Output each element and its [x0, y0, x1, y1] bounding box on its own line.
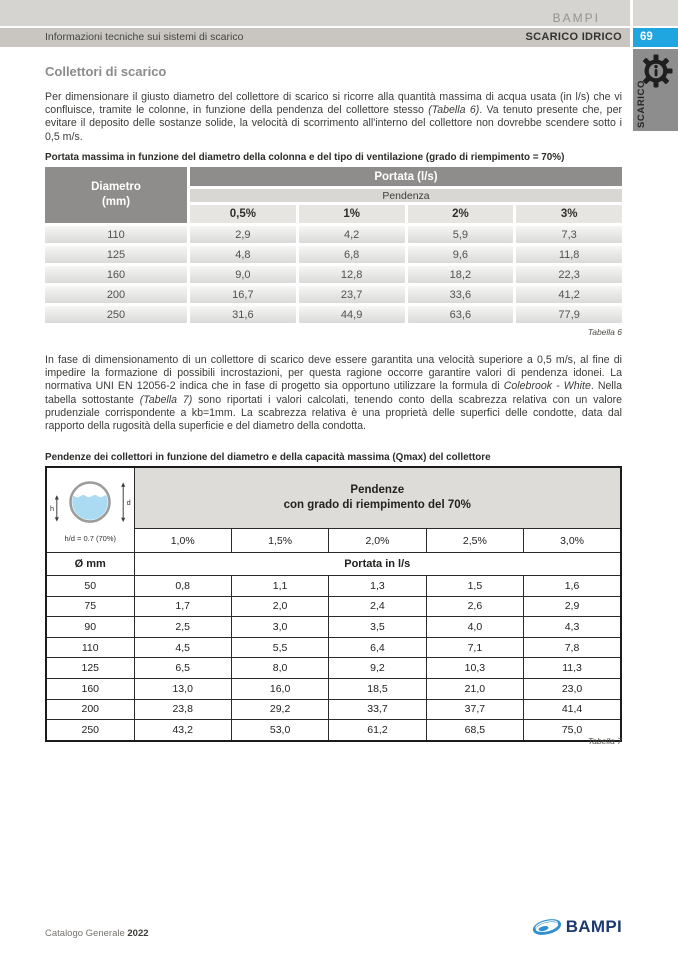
intro-paragraph — [45, 91, 622, 144]
table7-value-cell: 2,9 — [524, 596, 621, 617]
svg-text:d: d — [126, 497, 131, 507]
table7-value-cell: 4,3 — [524, 617, 621, 638]
table7-value-cell: 4,5 — [134, 637, 231, 658]
fill-ratio-label: h/d = 0.7 (70%) — [64, 533, 116, 543]
bampi-logo-text: BAMPI — [565, 917, 622, 936]
table7-value-cell: 2,4 — [329, 596, 426, 617]
table6-diameter-cell: 250 — [45, 306, 187, 323]
table6-value-cell: 16,7 — [190, 286, 296, 303]
table7-row — [46, 596, 621, 617]
table7-diameter-cell: 160 — [46, 678, 134, 699]
table7-value-cell: 7,8 — [524, 637, 621, 658]
table7-row — [46, 658, 621, 679]
table7-row — [46, 678, 621, 699]
table7-row — [46, 637, 621, 658]
table7-value-cell: 13,0 — [134, 678, 231, 699]
table7-value-cell: 1,6 — [524, 576, 621, 597]
italic-text-run: (Tabella 7) — [139, 393, 193, 406]
table6-col-header: 3% — [516, 205, 622, 223]
table6-col-header: 0,5% — [190, 205, 296, 223]
table7-value-cell: 2,5 — [134, 617, 231, 638]
footer-catalog-label — [45, 928, 149, 939]
table6-caption: Tabella 6 — [587, 327, 622, 337]
table6-title: Portata massima in funzione del diametro della colonna e del tipo di ventilazione (grado di riempimento = 70%) — [45, 152, 565, 163]
table7-group-header — [134, 467, 621, 529]
table7-row — [46, 576, 621, 597]
brand-name-top: BAMPI — [552, 11, 600, 25]
table6-sub-header: Pendenza — [190, 189, 622, 202]
table7-value-cell: 37,7 — [426, 699, 523, 720]
table6-corner-line1: Diametro — [91, 181, 141, 193]
table7-value-cell: 21,0 — [426, 678, 523, 699]
table7 — [45, 466, 622, 742]
table6-value-cell: 5,9 — [408, 226, 514, 243]
table6-value-cell: 22,3 — [516, 266, 622, 283]
table6-value-cell: 18,2 — [408, 266, 514, 283]
table7-col-header: 2,5% — [426, 529, 523, 553]
table6-corner-header — [45, 167, 187, 223]
table7-diameter-cell: 200 — [46, 699, 134, 720]
page-number-badge: 69 — [633, 28, 678, 47]
catalog-label: Catalogo Generale — [45, 928, 125, 939]
table7-value-cell: 2,0 — [231, 596, 328, 617]
header-section-label: Informazioni tecniche sui sistemi di scarico — [45, 31, 244, 43]
table6-value-cell: 2,9 — [190, 226, 296, 243]
table7-value-cell: 3,0 — [231, 617, 328, 638]
table6-diameter-cell: 110 — [45, 226, 187, 243]
pipe-fill-diagram — [46, 467, 134, 553]
table7-group-line2: con grado di riempimento del 70% — [283, 499, 471, 511]
table6 — [45, 167, 622, 323]
table7-value-cell: 3,5 — [329, 617, 426, 638]
table7-value-cell: 41,4 — [524, 699, 621, 720]
italic-text-run: Colebrook - White — [503, 380, 591, 393]
table6-value-cell: 11,8 — [516, 246, 622, 263]
table7-title: Pendenze dei collettori in funzione del diametro e della capacità massima (Qmax) del collettore — [45, 452, 491, 463]
table7-value-cell: 53,0 — [231, 720, 328, 741]
page-title: Collettori di scarico — [45, 64, 167, 79]
table6-value-cell: 44,9 — [299, 306, 405, 323]
table7-value-cell: 9,2 — [329, 658, 426, 679]
table7-value-cell: 23,0 — [524, 678, 621, 699]
top-band-right — [633, 0, 678, 26]
table7-value-cell: 1,5 — [426, 576, 523, 597]
table6-value-cell: 9,0 — [190, 266, 296, 283]
table7-value-cell: 11,3 — [524, 658, 621, 679]
table7-value-cell: 33,7 — [329, 699, 426, 720]
table6-value-cell: 12,8 — [299, 266, 405, 283]
table6-corner-line2: (mm) — [101, 196, 131, 208]
table7-value-cell: 16,0 — [231, 678, 328, 699]
table6-value-cell: 77,9 — [516, 306, 622, 323]
table7-value-cell: 23,8 — [134, 699, 231, 720]
table7-value-cell: 68,5 — [426, 720, 523, 741]
table6-value-cell: 4,8 — [190, 246, 296, 263]
table7-col-header: 1,0% — [134, 529, 231, 553]
text-run: Per dimensionare il giusto diametro del collettore di scarico si ricorre alla quantità massima di acqua usata (in l/s) che vi confluisce, tramite le colonne, in funzione della pendenza del collettore stesso — [45, 91, 622, 117]
top-band — [0, 0, 630, 26]
text-run: . Nella tabella sottostante — [45, 380, 623, 406]
text-run: sono riportati i valori calcolati, tenendo conto della scabrezza relativa con un valore prudenziale corrispondente a kb=1mm. La scabrezza relativa è una proprietà delle superfici delle condotte, data dal rapporto della rugosità della superficie e del diametro della condotta. — [45, 393, 623, 433]
table7-caption: Tabella 7 — [587, 736, 622, 746]
bampi-logo — [532, 917, 622, 937]
header-chapter-label: SCARICO IDRICO — [525, 31, 622, 43]
table7-group-line1: Pendenze — [350, 484, 405, 496]
table7-value-cell: 1,1 — [231, 576, 328, 597]
table7-diameter-cell: 250 — [46, 720, 134, 741]
side-tab-label: SCARICO — [636, 79, 647, 128]
table6-diameter-cell: 125 — [45, 246, 187, 263]
table7-flow-header: Portata in l/s — [134, 553, 621, 576]
table7-value-cell: 8,0 — [231, 658, 328, 679]
pipe-section-icon — [49, 478, 131, 528]
chapter-side-tab — [633, 49, 678, 131]
bampi-swoosh-icon — [532, 917, 562, 937]
text-run: In fase di dimensionamento di un collettore di scarico deve essere garantita una velocità superiore a 0,5 m/s, al fine di impedire la formazione di possibili incrostazioni, per questa ragione occorre garantire valori di pendenza idonei. La normativa UNI EN 12056-2 indica che in fase di progetto sia opportuno utilizzare la formula di — [45, 354, 622, 393]
table7-value-cell: 29,2 — [231, 699, 328, 720]
table7-col-header: 3,0% — [524, 529, 621, 553]
table6-value-cell: 4,2 — [299, 226, 405, 243]
table7-value-cell: 75,0 — [524, 720, 621, 741]
table7-col-header: 2,0% — [329, 529, 426, 553]
table7-value-cell: 6,5 — [134, 658, 231, 679]
header-bar — [0, 28, 630, 47]
table6-diameter-cell: 160 — [45, 266, 187, 283]
table6-value-cell: 23,7 — [299, 286, 405, 303]
table7-col-header: 1,5% — [231, 529, 328, 553]
table6-value-cell: 63,6 — [408, 306, 514, 323]
table7-diameter-cell: 110 — [46, 637, 134, 658]
table7-diameter-header: Ø mm — [46, 553, 134, 576]
table7-value-cell: 43,2 — [134, 720, 231, 741]
table7-value-cell: 5,5 — [231, 637, 328, 658]
table6-diameter-cell: 200 — [45, 286, 187, 303]
italic-text-run: (Tabella 6) — [428, 104, 480, 117]
table7-value-cell: 7,1 — [426, 637, 523, 658]
table7-diameter-cell: 75 — [46, 596, 134, 617]
table6-col-header: 1% — [299, 205, 405, 223]
table6-value-cell: 9,6 — [408, 246, 514, 263]
table7-value-cell: 4,0 — [426, 617, 523, 638]
table7-row — [46, 617, 621, 638]
table6-value-cell: 41,2 — [516, 286, 622, 303]
norm-paragraph — [45, 354, 622, 433]
table7-value-cell: 10,3 — [426, 658, 523, 679]
table7-diameter-cell: 90 — [46, 617, 134, 638]
table7-value-cell: 1,3 — [329, 576, 426, 597]
text-run: . Va tenuto presente che, per evitare il deposito delle sostanze solide, la velocità di scorrimento all'interno del collettore non dovrebbe scendere sotto i 0,5 m/s. — [45, 104, 622, 143]
table7-row — [46, 699, 621, 720]
table7-value-cell: 1,7 — [134, 596, 231, 617]
table7-diameter-cell: 125 — [46, 658, 134, 679]
table6-group-header: Portata (l/s) — [190, 167, 622, 186]
table6-value-cell: 7,3 — [516, 226, 622, 243]
svg-text:h: h — [50, 503, 55, 513]
table7-value-cell: 2,6 — [426, 596, 523, 617]
table6-value-cell: 33,6 — [408, 286, 514, 303]
table6-value-cell: 31,6 — [190, 306, 296, 323]
table6-col-header: 2% — [408, 205, 514, 223]
table6-value-cell: 6,8 — [299, 246, 405, 263]
table7-value-cell: 61,2 — [329, 720, 426, 741]
table7-diameter-cell: 50 — [46, 576, 134, 597]
catalog-year: 2022 — [127, 928, 149, 939]
table7-value-cell: 18,5 — [329, 678, 426, 699]
table7-value-cell: 6,4 — [329, 637, 426, 658]
table7-value-cell: 0,8 — [134, 576, 231, 597]
